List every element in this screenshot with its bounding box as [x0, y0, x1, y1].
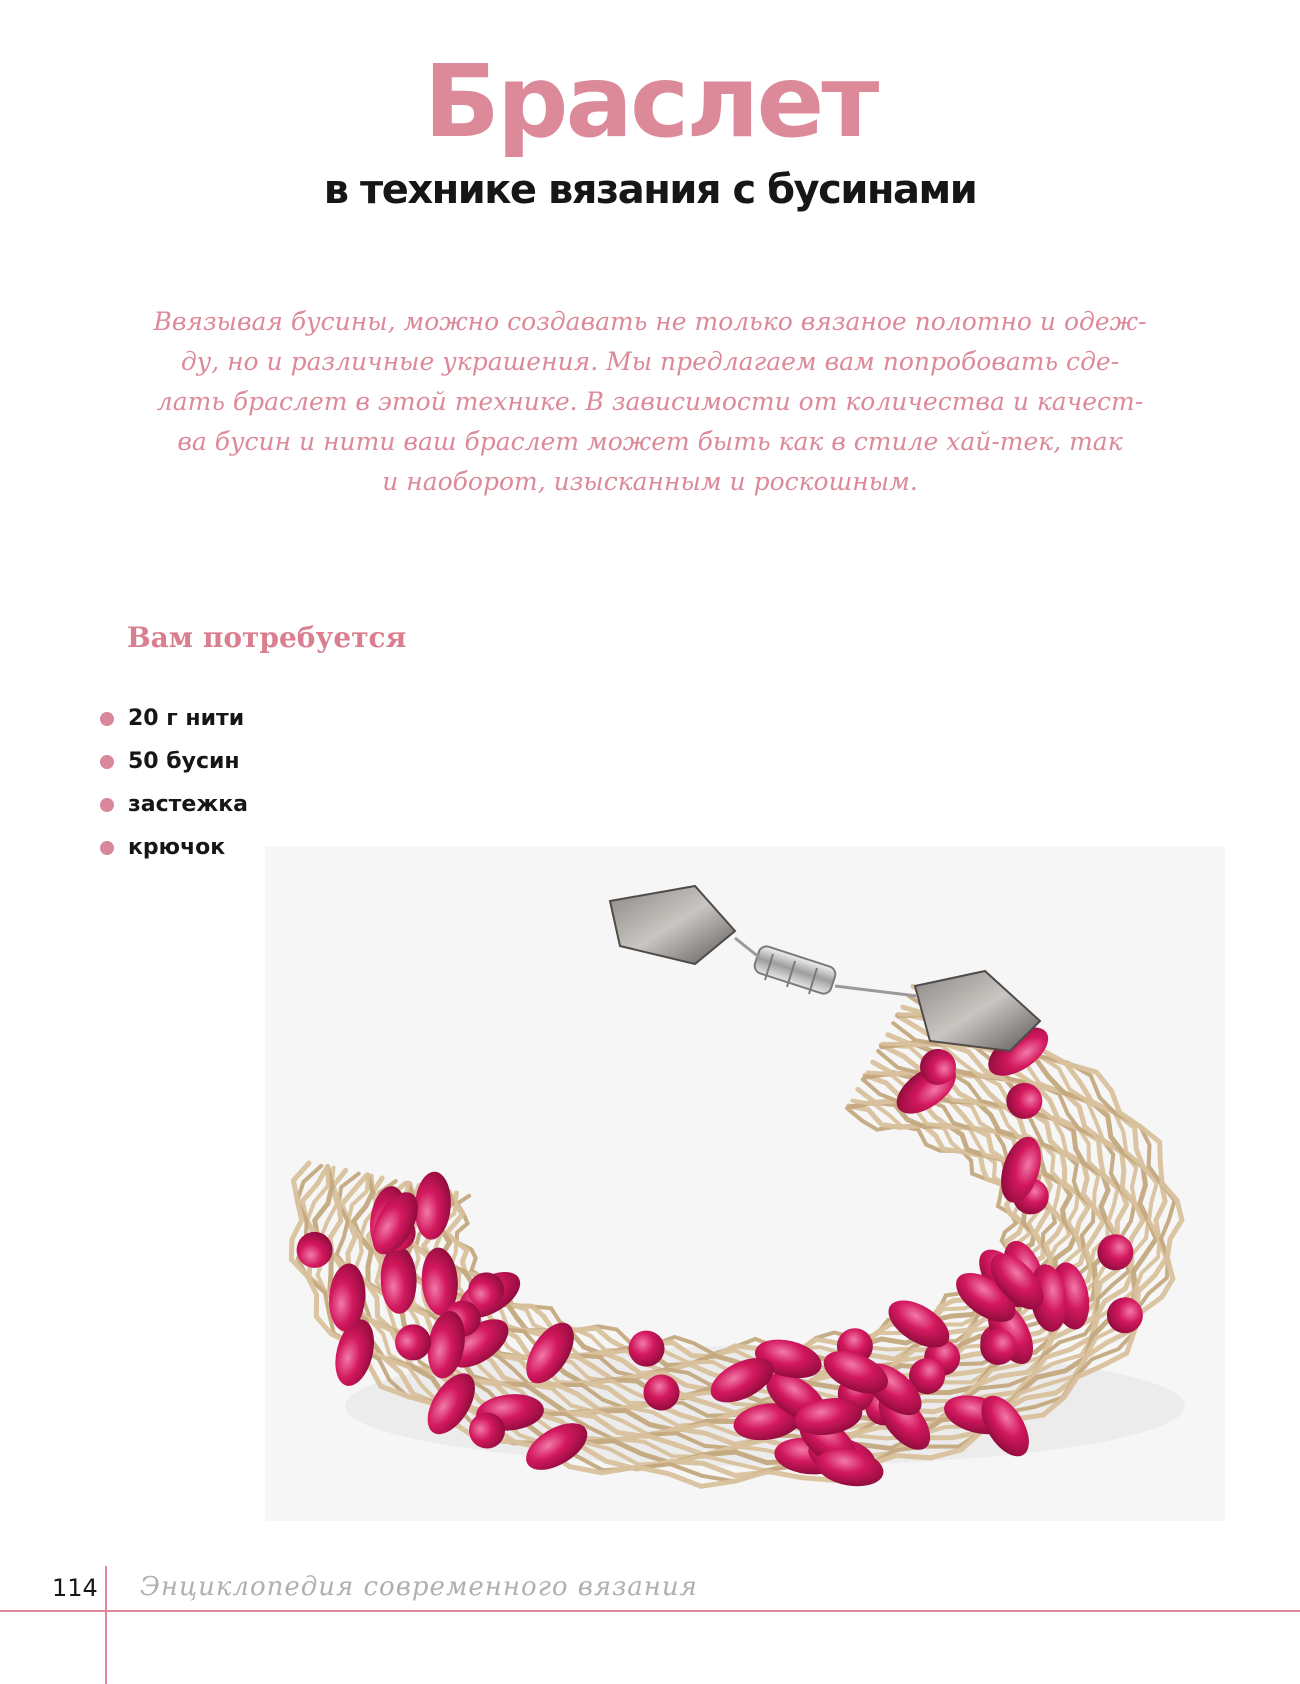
page-title: Браслет — [423, 43, 877, 160]
bracelet-photo — [265, 846, 1225, 1521]
bullet-icon — [100, 798, 114, 812]
footer-divider — [105, 1566, 107, 1684]
intro-line: лать браслет в этой технике. В зависимости от количества и качест- — [156, 387, 1144, 416]
intro-line: Ввязывая бусины, можно создавать не только вязаное полотно и одеж- — [153, 307, 1147, 336]
running-title: Энциклопедия современного вязания — [140, 1572, 698, 1602]
requirement-text: застежка — [128, 792, 249, 817]
requirement-item — [100, 783, 248, 826]
intro-paragraph — [150, 302, 1150, 502]
page-subtitle: в технике вязания с бусинами — [323, 167, 977, 213]
requirement-text: крючок — [128, 835, 226, 860]
intro-line: ва бусин и нити ваш браслет может быть как в стиле хай-тек, так — [177, 427, 1123, 456]
footer-rule — [0, 1610, 1300, 1612]
bullet-icon — [100, 712, 114, 726]
intro-line: ду, но и различные украшения. Мы предлагаем вам попробовать сде- — [180, 347, 1120, 376]
bullet-icon — [100, 841, 114, 855]
requirement-text: 20 г нити — [128, 706, 245, 731]
page-number: 114 — [52, 1574, 98, 1602]
requirement-item — [100, 740, 248, 783]
requirement-item — [100, 697, 248, 740]
bullet-icon — [100, 755, 114, 769]
requirement-text: 50 бусин — [128, 749, 240, 774]
requirement-item — [100, 826, 248, 869]
requirements-list — [100, 697, 248, 869]
intro-line: и наоборот, изысканным и роскошным. — [382, 467, 918, 496]
requirements-heading: Вам потребуется — [127, 621, 407, 654]
